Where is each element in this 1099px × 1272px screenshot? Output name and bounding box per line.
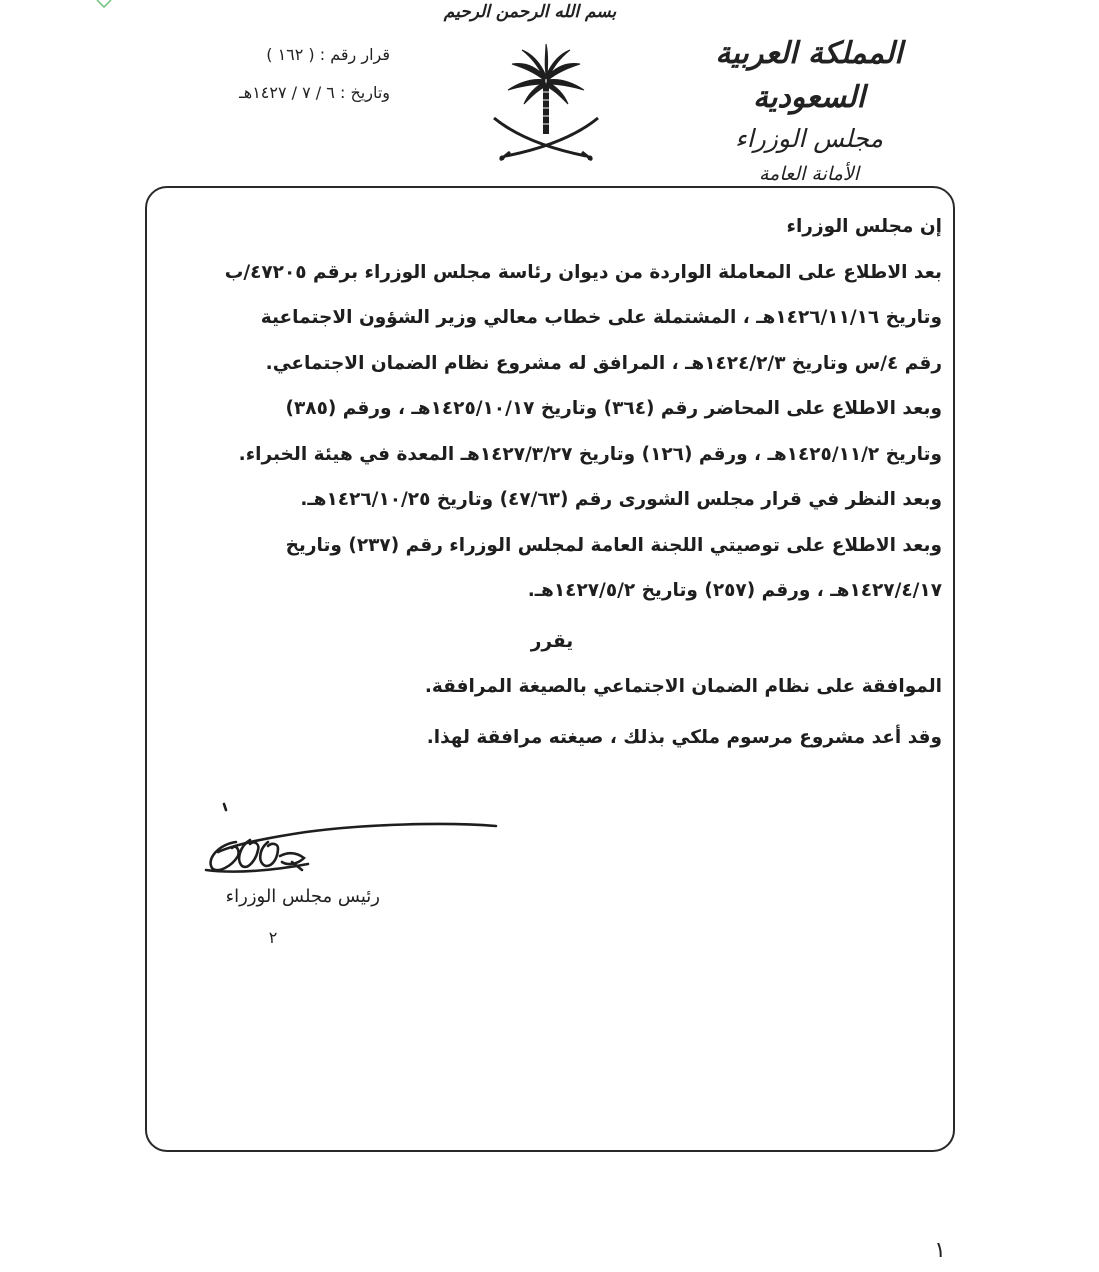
corner-mark	[96, 0, 112, 8]
letterhead	[669, 32, 949, 190]
resolution-line: وقد أعد مشروع مرسوم ملكي بذلك ، صيغته مرافقة لهذا.	[426, 726, 942, 748]
decision-number: قرار رقم : ( ١٦٢ )	[266, 45, 390, 64]
basmala: بسم الله الرحمن الرحيم	[443, 2, 617, 22]
body-line: بعد الاطلاع على المعاملة الواردة من ديوان رئاسة مجلس الوزراء برقم ٤٧٢٠٥/ب	[224, 261, 942, 283]
body-line: وبعد الاطلاع على المحاضر رقم (٣٦٤) وتاريخ ١٤٢٥/١٠/١٧هـ ، ورقم (٣٨٥)	[285, 398, 942, 419]
body-line: وتاريخ ١٤٢٥/١١/٢هـ ، ورقم (١٢٦) وتاريخ ١٤٢٧/٣/٢٧هـ المعدة في هيئة الخبراء.	[238, 443, 942, 465]
saudi-emblem-icon	[486, 40, 606, 165]
body-line: وبعد الاطلاع على توصيتي اللجنة العامة لمجلس الوزراء رقم (٢٣٧) وتاريخ	[285, 534, 942, 556]
council-title: مجلس الوزراء	[735, 124, 883, 153]
body-line: إن مجلس الوزراء	[786, 216, 942, 237]
body-line: ١٤٢٧/٤/١٧هـ ، ورقم (٢٥٧) وتاريخ ١٤٢٧/٥/٢هـ.	[527, 580, 942, 601]
signature	[196, 800, 506, 890]
body-line: وتاريخ ١٤٢٦/١١/١٦هـ ، المشتملة على خطاب معالي وزير الشؤون الاجتماعية	[260, 307, 942, 328]
signature-mark: ٢	[268, 928, 278, 947]
page-number: ١	[934, 1238, 946, 1263]
decision-body	[162, 204, 942, 760]
body-line: رقم ٤/س وتاريخ ١٤٢٤/٢/٣هـ ، المرافق له مشروع نظام الضمان الاجتماعي.	[265, 352, 942, 374]
secretariat-title: الأمانة العامة	[759, 163, 859, 185]
body-line: وبعد النظر في قرار مجلس الشورى رقم (٤٧/٦٣) وتاريخ ١٤٢٦/١٠/٢٥هـ.	[300, 489, 942, 510]
kingdom-title: المملكة العربية السعودية	[715, 36, 903, 115]
decides-heading: يقرر	[530, 630, 574, 652]
resolution-line: الموافقة على نظام الضمان الاجتماعي بالصيغة المرافقة.	[424, 676, 942, 697]
decision-date: وتاريخ : ٦ / ٧ / ١٤٢٧هـ	[239, 83, 390, 102]
decision-meta	[120, 36, 390, 112]
signature-title: رئيس مجلس الوزراء	[225, 886, 380, 907]
